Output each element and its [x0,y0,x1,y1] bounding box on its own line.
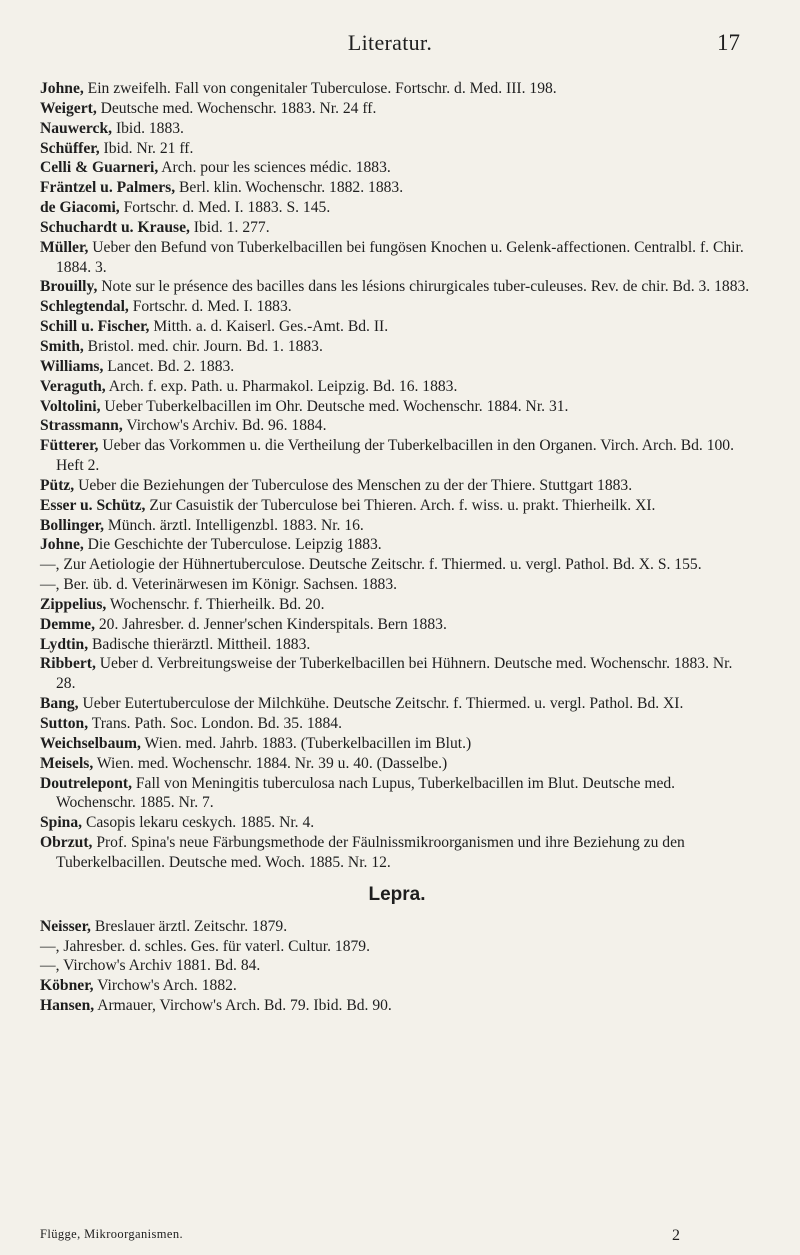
reference-entry [40,754,754,774]
reference-entry [40,377,754,397]
sheet-number: 2 [672,1227,680,1244]
reference-entry [40,976,754,996]
reference-author: Schüffer, [40,139,100,157]
reference-entry [40,937,754,957]
reference-text: Ueber d. Verbreitungsweise der Tuberkelbacillen bei Hühnern. Deutsche med. Wochenschr. 1883. Nr. 28. [56,655,733,693]
reference-text: —, Jahresber. d. schles. Ges. für vaterl. Cultur. 1879. [40,937,371,955]
reference-author: Johne, [40,80,84,97]
reference-text: —, Virchow's Archiv 1881. Bd. 84. [40,957,261,975]
reference-entry [40,555,754,575]
reference-text: Fall von Meningitis tuberculosa nach Lupus, Tuberkelbacillen im Blut. Deutsche med. Wochenschr. 1885. Nr. 7. [56,774,676,812]
reference-entry [40,615,754,635]
reference-entry [40,357,754,377]
reference-entry [40,575,754,595]
reference-author: Bollinger, [40,516,104,534]
reference-author: Celli & Guarneri, [40,159,159,177]
reference-text: Ibid. 1883. [112,119,184,137]
reference-author: Pütz, [40,476,75,494]
reference-text: —, Ber. üb. d. Veterinärwesen im Königr. Sachsen. 1883. [40,576,398,594]
reference-group-tuberculosis [40,79,754,873]
reference-author: Hansen, [40,997,95,1015]
reference-entry [40,277,754,297]
reference-author: de Giacomi, [40,199,120,217]
reference-entry [40,238,754,278]
reference-text: 20. Jahresber. d. Jenner'schen Kinderspitals. Bern 1883. [94,615,447,633]
reference-text: Ueber Tuberkelbacillen im Ohr. Deutsche med. Wochenschr. 1884. Nr. 31. [100,397,569,415]
reference-text: Zur Casuistik der Tuberculose bei Thieren. Arch. f. wiss. u. prakt. Thierheilk. XI. [145,496,656,514]
reference-text: Bristol. med. chir. Journ. Bd. 1. 1883. [83,337,323,355]
reference-text: —, Zur Aetiologie der Hühnertuberculose. Deutsche Zeitschr. f. Thiermed. u. vergl. Pathol. Bd. X. S. 155. [40,556,702,574]
reference-text: Wien. med. Jahrb. 1883. (Tuberkelbacillen im Blut.) [140,734,472,752]
reference-text: Ein zweifelh. Fall von congenitaler Tuberculose. Fortschr. d. Med. III. 198. [83,80,557,97]
reference-author: Schlegtendal, [40,298,129,316]
reference-author: Zippelius, [40,595,107,613]
reference-entry [40,516,754,536]
reference-text: Berl. klin. Wochenschr. 1882. 1883. [175,179,404,197]
reference-text: Virchow's Arch. 1882. [93,977,237,995]
reference-entry [40,476,754,496]
reference-author: Obrzut, [40,834,93,852]
reference-text: Arch. f. exp. Path. u. Pharmakol. Leipzig. Bd. 16. 1883. [105,377,458,395]
reference-text: Prof. Spina's neue Färbungsmethode der Fäulnissmikroorganismen und ihre Beziehung zu den Tuberkelbacillen. Deutsche med. Woch. 1885. Nr. 12. [56,834,685,871]
reference-entry [40,337,754,357]
reference-author: Lydtin, [40,635,89,653]
reference-text: Arch. pour les sciences médic. 1883. [158,159,391,177]
reference-entry [40,99,754,119]
reference-author: Schuchardt u. Krause, [40,218,190,236]
reference-entry [40,397,754,417]
reference-author: Doutrelepont, [40,774,132,792]
reference-author: Weichselbaum, [40,734,141,752]
reference-text: Die Geschichte der Tuberculose. Leipzig 1883. [83,536,382,554]
reference-author: Esser u. Schütz, [40,496,146,514]
reference-author: Spina, [40,814,83,832]
reference-author: Ribbert, [40,655,96,673]
reference-text: Fortschr. d. Med. I. 1883. [128,298,292,316]
reference-entry [40,774,754,814]
reference-author: Schill u. Fischer, [40,318,150,336]
reference-author: Brouilly, [40,278,98,296]
reference-text: Note sur le présence des bacilles dans les lésions chirurgicales tuber-culeuses. Rev. de chir. Bd. 3. 1883. [97,278,750,296]
reference-entry [40,694,754,714]
reference-text: Ueber die Beziehungen der Tuberculose des Menschen zu der der Thiere. Stuttgart 1883. [74,476,633,494]
reference-entry [40,198,754,218]
reference-text: Wochenschr. f. Thierheilk. Bd. 20. [106,595,325,613]
reference-text: Lancet. Bd. 2. 1883. [103,357,235,375]
reference-entry [40,714,754,734]
reference-entry [40,416,754,436]
reference-entry [40,635,754,655]
signature-line: Flügge, Mikroorganismen. [40,1227,184,1241]
reference-entry [40,158,754,178]
reference-entry [40,79,754,99]
running-title: Literatur. [347,30,433,55]
reference-entry [40,734,754,754]
reference-text: Ibid. 1. 277. [189,218,270,236]
reference-text: Armauer, Virchow's Arch. Bd. 79. Ibid. Bd. 90. [94,997,392,1015]
reference-entry [40,218,754,238]
reference-author: Meisels, [40,754,94,772]
running-header [40,30,740,60]
reference-entry [40,496,754,516]
reference-text: Ibid. Nr. 21 ff. [99,139,194,157]
reference-author: Köbner, [40,977,94,995]
reference-entry [40,317,754,337]
reference-author: Bang, [40,695,79,713]
reference-text: Casopis lekaru ceskych. 1885. Nr. 4. [82,814,315,832]
reference-entry [40,139,754,159]
reference-text: Breslauer ärztl. Zeitschr. 1879. [90,917,288,935]
reference-group-lepra [40,917,754,1016]
reference-text: Wien. med. Wochenschr. 1884. Nr. 39 u. 40. (Dasselbe.) [93,754,448,772]
reference-entry [40,535,754,555]
reference-author: Müller, [40,238,89,256]
reference-author: Fütterer, [40,437,99,455]
reference-author: Weigert, [40,99,97,117]
reference-entry [40,996,754,1016]
reference-list [40,79,754,1016]
reference-text: Ueber das Vorkommen u. die Vertheilung der Tuberkelbacillen in den Organen. Virch. Arch. Bd. 100. Heft 2. [56,437,735,475]
reference-author: Veraguth, [40,377,106,395]
reference-author: Fräntzel u. Palmers, [40,179,176,197]
reference-entry [40,654,754,694]
reference-text: Trans. Path. Soc. London. Bd. 35. 1884. [88,715,342,732]
reference-author: Johne, [40,536,84,554]
reference-author: Neisser, [40,917,91,935]
reference-entry [40,436,754,476]
reference-author: Demme, [40,615,95,633]
reference-entry [40,297,754,317]
reference-entry [40,119,754,139]
reference-text: Deutsche med. Wochenschr. 1883. Nr. 24 ff. [96,99,377,117]
reference-author: Voltolini, [40,397,101,415]
reference-text: Ueber Eutertuberculose der Milchkühe. Deutsche Zeitschr. f. Thiermed. u. vergl. Pathol. Bd. XI. [78,695,684,713]
page-footer [40,1227,680,1245]
reference-author: Smith, [40,337,84,355]
reference-entry [40,813,754,833]
reference-entry [40,956,754,976]
page-number: 17 [717,30,740,55]
reference-entry [40,833,754,873]
reference-author: Nauwerck, [40,119,113,137]
reference-author: Williams, [40,357,104,375]
reference-author: Strassmann, [40,417,123,435]
reference-entry [40,917,754,937]
reference-text: Mitth. a. d. Kaiserl. Ges.-Amt. Bd. II. [149,318,389,336]
reference-text: Fortschr. d. Med. I. 1883. S. 145. [119,199,331,217]
reference-text: Ueber den Befund von Tuberkelbacillen bei fungösen Knochen u. Gelenk-affectionen. Centralbl. f. Chir. 1884. 3. [56,238,744,276]
reference-text: Badische thierärztl. Mittheil. 1883. [88,635,311,653]
section-heading: Lepra. [368,883,426,905]
reference-entry [40,178,754,198]
reference-entry [40,595,754,615]
reference-text: Virchow's Archiv. Bd. 96. 1884. [122,417,327,435]
reference-author: Sutton, [40,715,89,732]
reference-text: Münch. ärztl. Intelligenzbl. 1883. Nr. 16. [103,516,364,534]
